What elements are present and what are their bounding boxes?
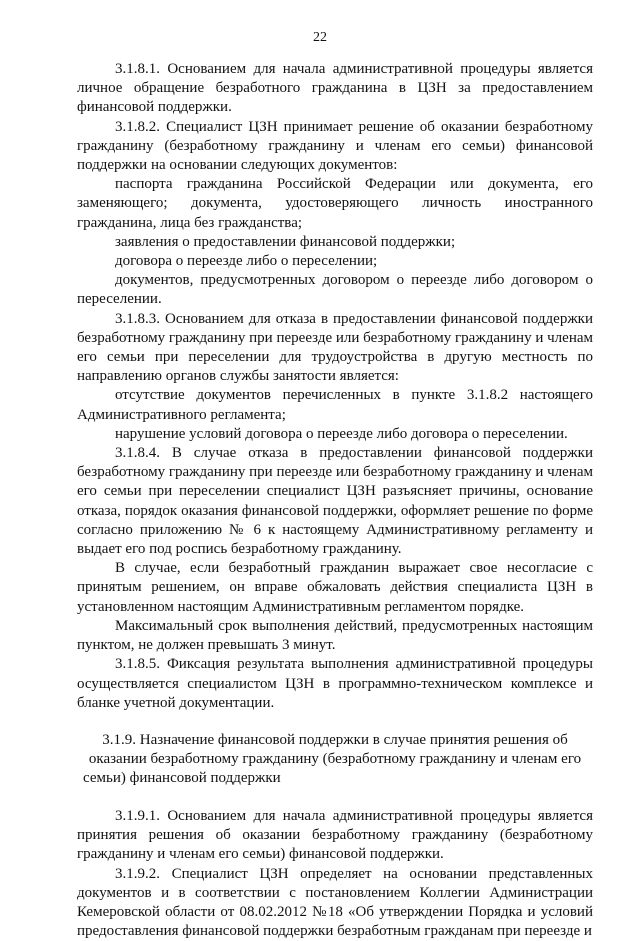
paragraph-3-1-8-3: 3.1.8.3. Основанием для отказа в предоставлении финансовой поддержки безработному гражданину при переезде или безработному гражданину и членам его семьи при переселении для трудоустройства в другую местность по направлению органов службы занятости является: — [77, 310, 593, 385]
paragraph-3-1-8-2: 3.1.8.2. Специалист ЦЗН принимает решение об оказании безработному гражданину (безработному гражданину и членам его семьи) финансовой поддержки на основании следующих документов: — [77, 118, 593, 174]
paragraph-3-1-8-4: 3.1.8.4. В случае отказа в предоставлении финансовой поддержки безработному гражданину при переезде или безработному гражданину и членам его семьи при переселении специалист ЦЗН разъясняет причины, основание отказа, порядок оказания финансовой поддержки, оформляет решение по форме согласно приложению № 6 к настоящему Административному регламенту и выдает его под роспись безработному гражданину. — [77, 445, 593, 558]
list-item-violation: нарушение условий договора о переезде либо договора о переселении. — [115, 425, 568, 442]
paragraph-3-1-8-5: 3.1.8.5. Фиксация результата выполнения административной процедуры осуществляется специалистом ЦЗН в программно-техническом комплексе и бланке учетной документации. — [77, 656, 593, 711]
list-item-passport: паспорта гражданина Российской Федерации или документа, его заменяющего; документа, удостоверяющего личность иностранного гражданина, лица без гражданства; — [77, 176, 593, 231]
document-body — [77, 60, 593, 941]
paragraph-3-1-9-2: 3.1.9.2. Специалист ЦЗН определяет на основании представленных документов и в соответствии с постановлением Коллегии Администрации Кемеровской области от 08.02.2012 №18 «Об утверждении Порядка и условий предоставления финансовой поддержки безработным гражданам при переезде и — [77, 865, 593, 940]
paragraph-appeal: В случае, если безработный гражданин выражает свое несогласие с принятым решением, он вправе обжаловать действия специалиста ЦЗН в установленном настоящим Административным регламентом порядке. — [77, 560, 593, 615]
list-item-agreement: договора о переезде либо о переселении; — [115, 253, 378, 270]
paragraph-max-time: Максимальный срок выполнения действий, предусмотренных настоящим пунктом, не должен превышать 3 минут. — [77, 617, 593, 654]
section-heading-3-1-9: 3.1.9. Назначение финансовой поддержки в случае принятия решения об оказании безработному гражданину (безработному гражданину и членам его семьи) финансовой поддержки — [83, 731, 582, 786]
paragraph-3-1-8-1: 3.1.8.1. Основанием для начала административной процедуры является личное обращение безработного гражданина в ЦЗН за предоставлением финансовой поддержки. — [77, 61, 593, 116]
list-item-application: заявления о предоставлении финансовой поддержки; — [115, 233, 456, 250]
page-number: 22 — [313, 30, 327, 45]
paragraph-3-1-9-1: 3.1.9.1. Основанием для начала административной процедуры является принятия решения об оказании безработному гражданину (безработному гражданину и членам его семьи) финансовой поддержки. — [77, 807, 593, 863]
list-item-documents: документов, предусмотренных договором о переезде либо договором о переселении. — [77, 272, 593, 308]
list-item-missing-documents: отсутствие документов перечисленных в пункте 3.1.8.2 настоящего Административного регламента; — [77, 387, 593, 423]
